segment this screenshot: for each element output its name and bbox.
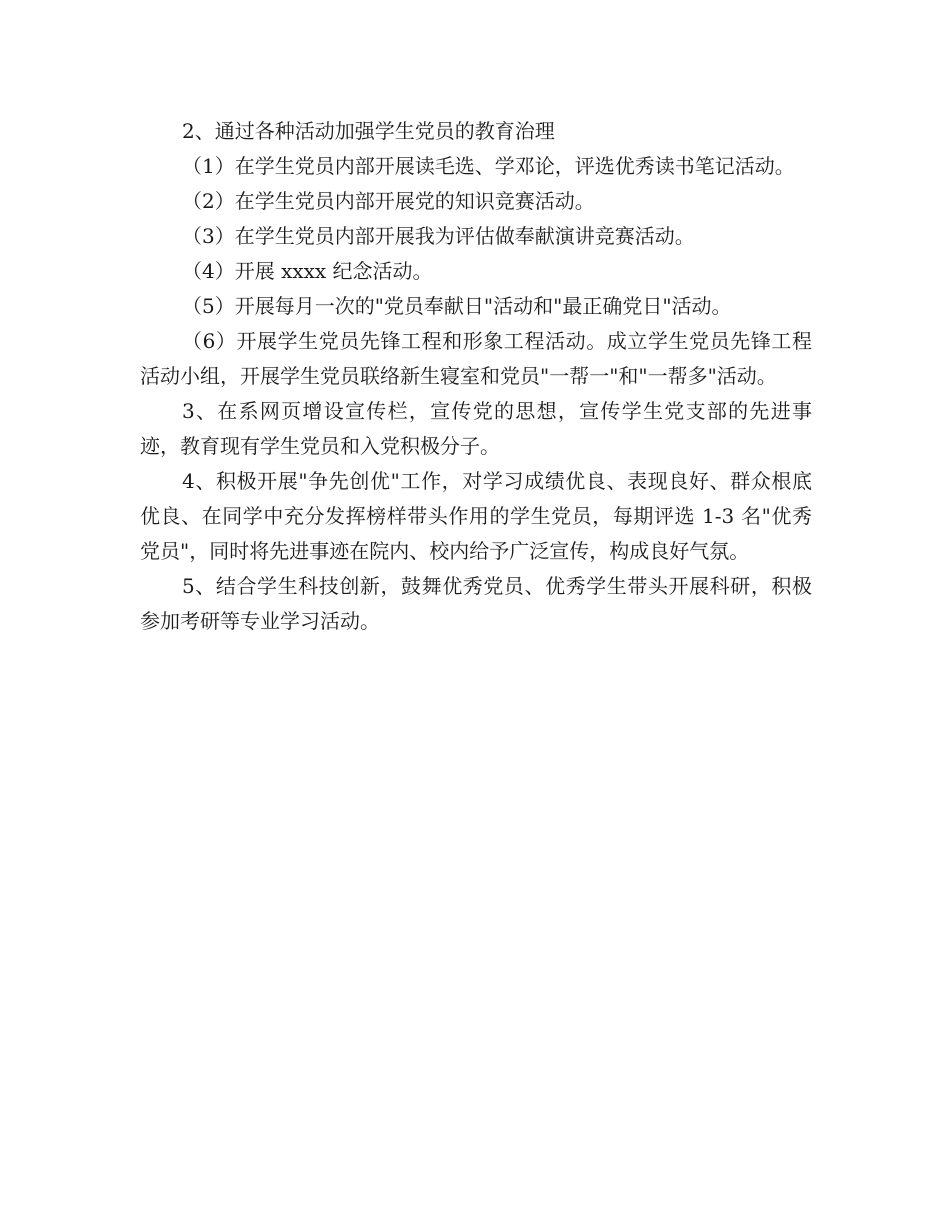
list-item-3: （3）在学生党员内部开展我为评估做奉献演讲竞赛活动。 <box>182 224 695 248</box>
list-item-2: （2）在学生党员内部开展党的知识竞赛活动。 <box>182 189 595 213</box>
list-item-5: （5）开展每月一次的"党员奉献日"活动和"最正确党日"活动。 <box>182 294 732 318</box>
section-4-paragraph: 4、积极开展"争先创优"工作，对学习成绩优良、表现良好、群众根底优良、在同学中充分发挥榜样带头作用的学生党员，每期评选 1-3 名"优秀党员"，同时将先进事迹在院内、校内给予广泛宣传，构成良好气氛。 <box>140 469 812 563</box>
section-3-paragraph: 3、在系网页增设宣传栏，宣传党的思想，宣传学生党支部的先进事迹，教育现有学生党员和入党积极分子。 <box>140 399 812 458</box>
list-item-1: （1）在学生党员内部开展读毛选、学邓论，评选优秀读书笔记活动。 <box>182 154 795 178</box>
section-2-heading: 2、通过各种活动加强学生党员的教育治理 <box>182 119 555 143</box>
document-body <box>140 114 812 639</box>
section-5-paragraph: 5、结合学生科技创新，鼓舞优秀党员、优秀学生带头开展科研，积极参加考研等专业学习活动。 <box>140 574 812 633</box>
list-item-6: （6）开展学生党员先锋工程和形象工程活动。成立学生党员先锋工程活动小组，开展学生党员联络新生寝室和党员"一帮一"和"一帮多"活动。 <box>140 329 812 388</box>
list-item-4: （4）开展 xxxx 纪念活动。 <box>182 259 433 283</box>
